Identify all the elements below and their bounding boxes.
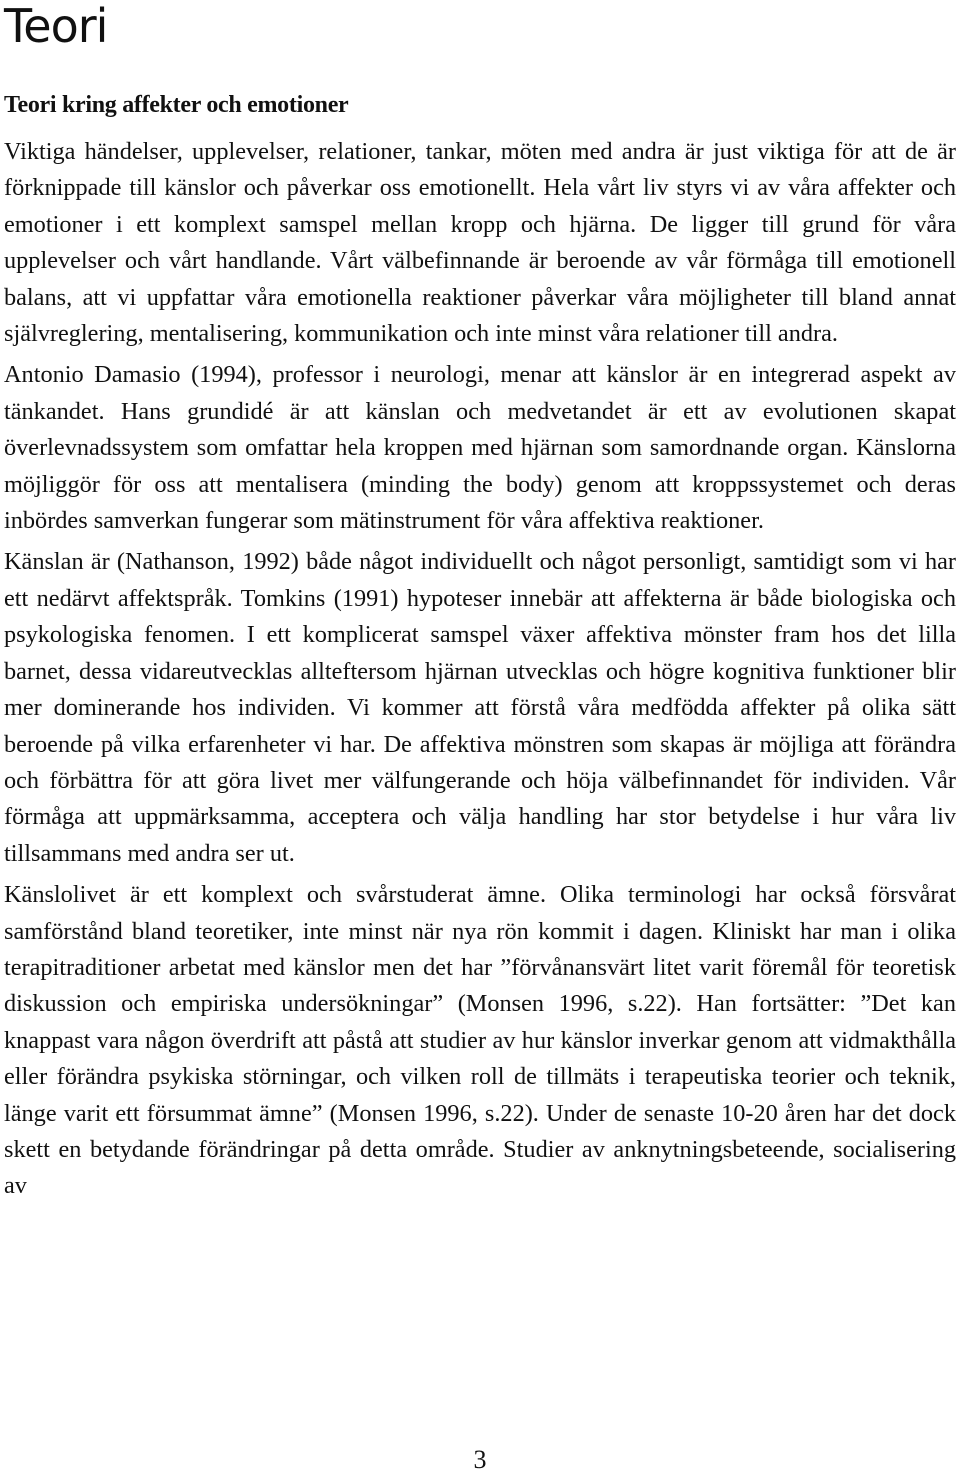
paragraph: Känslolivet är ett komplext och svårstuderat ämne. Olika terminologi har också försvårat samförstånd bland teoretiker, inte minst när nya rön kommit i dagen. Kliniskt har man i olika terapitraditioner arbetat med känslor men det har ”förvånansvärt litet varit föremål för teoretisk diskussion och empiriska undersökningar” (Monsen 1996, s.22). Han fortsätter: ”Det kan knappast vara någon överdrift att påstå att studier av hur känslor inverkar genom att vidmakthålla eller förändra psykiska störningar, och vilken roll de tillmäts i terapeutiska teorier och teknik, länge varit ett försummat ämne” (Monsen 1996, s.22). Under de senaste 10-20 åren har det dock skett en betydande förändringar på detta område. Studier av anknytningsbeteende, socialisering av [4, 881, 956, 1200]
paragraph: Känslan är (Nathanson, 1992) både något individuellt och något personligt, samtidigt som vi har ett nedärvt affektspråk. Tomkins (1991) hypoteser innebär att affekterna är både biologiska och psykologiska fenomen. I ett komplicerat samspel växer affektiva mönster fram hos det lilla barnet, dessa vidareutvecklas allteftersom hjärnan utvecklas och högre kognitiva funktioner blir mer dominerande hos individen. Vi kommer att förstå våra medfödda affekter på olika sätt beroende på vilka erfarenheter vi har. De affektiva mönstren som skapas är möjliga att förändra och förbättra för att göra livet mer välfungerande och höja välbefinnandet för individen. Vår förmåga att uppmärksamma, acceptera och välja handling har stor betydelse i hur våra liv tillsammans med andra ser ut. [4, 548, 956, 867]
paragraph: Viktiga händelser, upplevelser, relationer, tankar, möten med andra är just viktiga för att de är förknippade till känslor och påverkar oss emotionellt. Hela vårt liv styrs vi av våra affekter och emotioner i ett komplext samspel mellan kropp och hjärna. De ligger till grund för våra upplevelser och vårt handlande. Vårt välbefinnande är beroende av vår förmåga till emotionell balans, att vi uppfattar våra emotionella reaktioner påverkar våra möjligheter till bland annat självreglering, mentalisering, kommunikation och inte minst våra relationer till andra. [4, 138, 956, 348]
chapter-title: Teori [4, 0, 108, 53]
section-heading: Teori kring affekter och emotioner [4, 92, 349, 118]
body-text [4, 134, 956, 1210]
page-number: 3 [473, 1445, 487, 1474]
paragraph: Antonio Damasio (1994), professor i neurologi, menar att känslor är en integrerad aspekt av tänkandet. Hans grundidé är att känslan och medvetandet är ett av evolutionen skapat överlevnadssystem som omfattar hela kroppen med hjärnan som samordnande organ. Känslorna möjliggör för oss att mentalisera (minding the body) genom att kroppssystemet och deras inbördes samverkan fungerar som mätinstrument för våra affektiva reaktioner. [4, 361, 956, 535]
